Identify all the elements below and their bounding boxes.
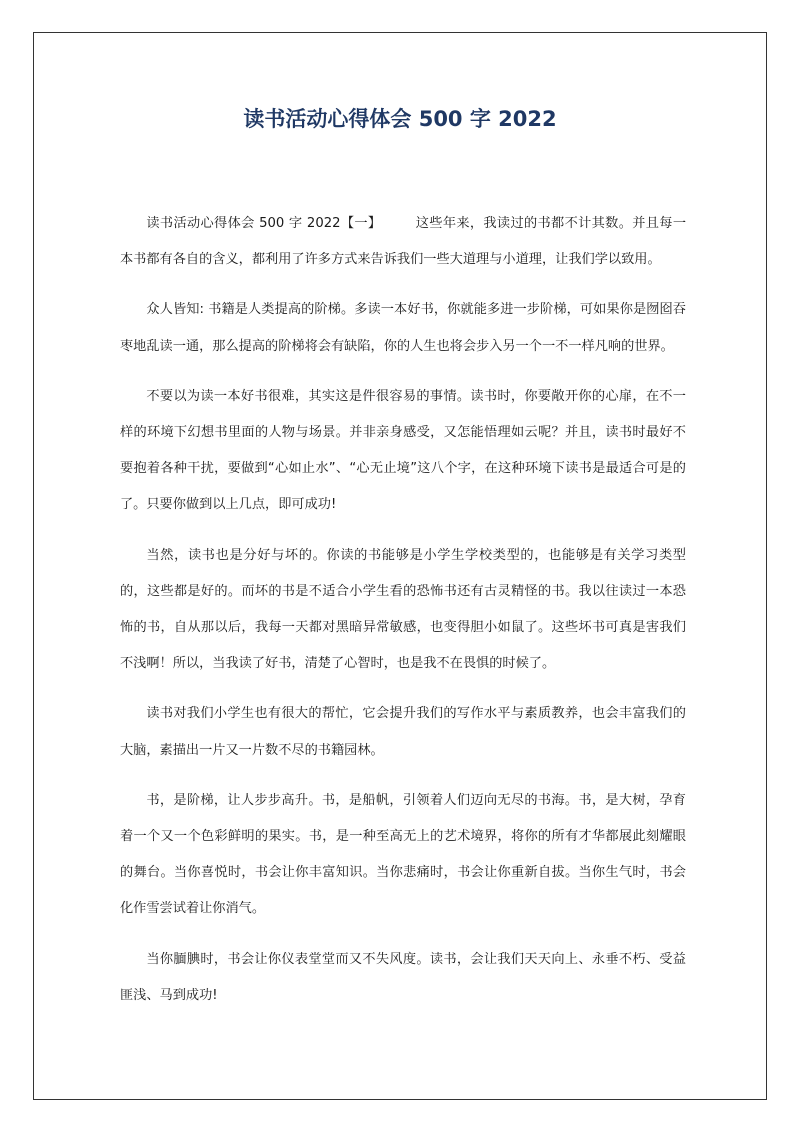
paragraph-5: 读书对我们小学生也有很大的帮忙，它会提升我们的写作水平与素质教养，也会丰富我们的大脑，素描出一片又一片数不尽的书籍园林。 <box>120 706 686 758</box>
paragraph-text: 这些年来，我读过的书都不计其数。并且每一本书都有各自的含义，都利用了许多方式来告诉我们一些大道理与小道理，让我们学以致用。 <box>120 216 687 268</box>
document-title: 读书活动心得体会 500 字 2022 <box>243 107 557 131</box>
paragraph-3: 不要以为读一本好书很难，其实这是件很容易的事情。读书时，你要敞开你的心扉，在不一样的环境下幻想书里面的人物与场景。并非亲身感受，又怎能悟理如云呢？并且，读书时最好不要抱着各种干扰，要做到“心如止水”、“心无止境”这八个字，在这种环境下读书是最适合可是的了。只要你做到以上几点，即可成功! <box>120 388 686 513</box>
section-heading: 读书活动心得体会 500 字 2022【一】 <box>146 216 382 231</box>
paragraph-7: 当你腼腆时，书会让你仪表堂堂而又不失风度。读书，会让我们天天向上、永垂不朽、受益匪浅、马到成功! <box>120 951 686 1003</box>
paragraph-6: 书，是阶梯，让人步步高升。书，是船帆，引领着人们迈向无尽的书海。书，是大树，孕育着一个又一个色彩鲜明的果实。书，是一种至高无上的艺术境界，将你的所有才华都展此刻耀眼的舞台。当你喜悦时，书会让你丰富知识。当你悲痛时，书会让你重新自拔。当你生气时，书会化作雪尝试着让你消气。 <box>120 792 686 917</box>
document-body <box>120 206 686 1014</box>
paragraph-4: 当然，读书也是分好与坏的。你读的书能够是小学生学校类型的，也能够是有关学习类型的，这些都是好的。而坏的书是不适合小学生看的恐怖书还有古灵精怪的书。我以往读过一本恐怖的书，自从那以后，我每一天都对黑暗异常敏感，也变得胆小如鼠了。这些坏书可真是害我们不浅啊！所以，当我读了好书，清楚了心智时，也是我不在畏惧的时候了。 <box>120 547 686 672</box>
paragraph-2: 众人皆知: 书籍是人类提高的阶梯。多读一本好书，你就能多进一步阶梯，可如果你是囫囵吞枣地乱读一通，那么提高的阶梯将会有缺陷，你的人生也将会步入另一个一不一样凡响的世界。 <box>120 302 686 354</box>
paragraph-1 <box>120 206 686 278</box>
